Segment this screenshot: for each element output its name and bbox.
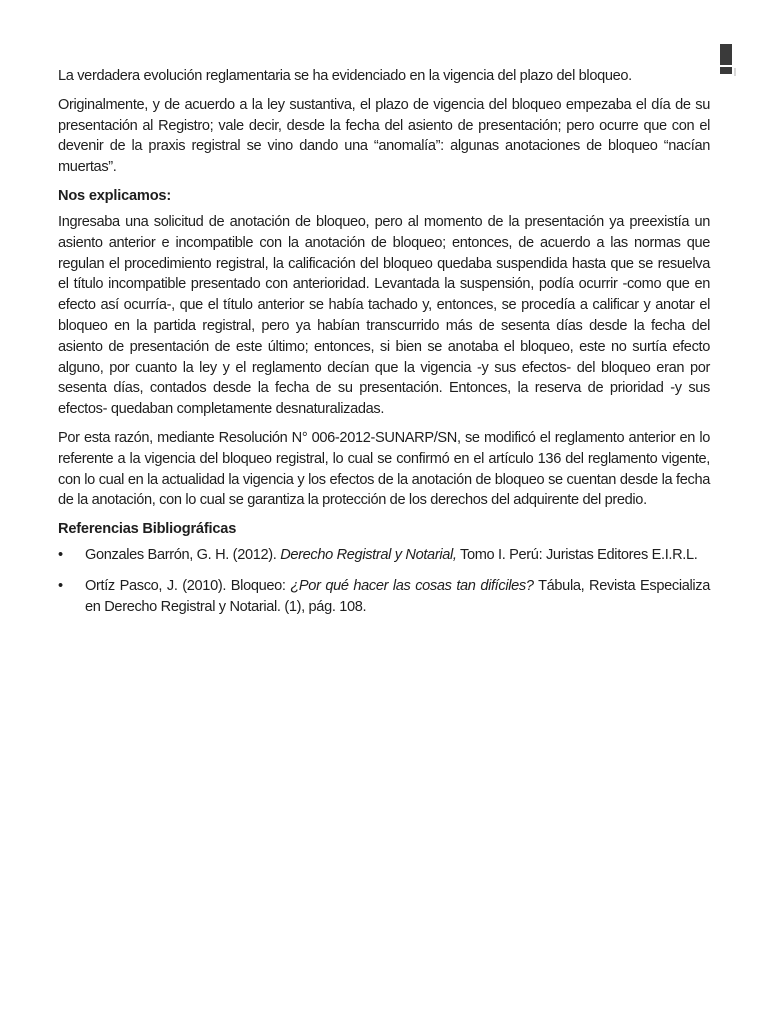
paragraph-explanation: Ingresaba una solicitud de anotación de bloqueo, pero al momento de la presentación ya preexistía un asiento anterior e incompatible con la anotación de bloqueo; entonces, de acuerdo a las normas que regulan el procedimiento registral, la calificación del bloqueo quedaba suspendida hasta que se resuelva el título incompatible presentado con anterioridad. Levantada la suspensión, podía ocurrir -como que en efecto así ocurría-, que el título anterior se había tachado y, entonces, se procedía a calificar y anotar el bloqueo en la partida registral, pero ya habían transcurrido más de sesenta días desde la fecha del asiento de presentación de este último; entonces, si bien se anotaba el bloqueo, este no surtía efecto alguno, por cuanto la ley y el reglamento decían que la vigencia -y sus efectos- del bloqueo eran por sesenta días, contados desde la fecha de su presentación. Entonces, la reserva de prioridad -y sus efectos- quedaban completamente desnaturalizadas. <box>58 213 710 418</box>
heading-references: Referencias Bibliográficas <box>58 521 237 538</box>
bullet-marker: • <box>58 547 63 564</box>
reference-details: Tábula, Revista Especializa en Derecho Registral y Notarial. (1), pág. 108. <box>85 577 710 615</box>
references-list <box>58 545 710 617</box>
reference-item <box>58 545 710 566</box>
page-edge-tab-shadow <box>734 68 736 76</box>
document-page <box>58 66 710 628</box>
paragraph-original-term: Originalmente, y de acuerdo a la ley sustantiva, el plazo de vigencia del bloqueo empezaba el día de su presentación al Registro; vale decir, desde la fecha del asiento de presentación; pero ocurre que con el devenir de la praxis registral se vino dando una “anomalía”: algunas anotaciones de bloqueo “nacían muertas”. <box>58 96 710 176</box>
heading-explanation: Nos explicamos: <box>58 187 171 204</box>
paragraph-evolution: La verdadera evolución reglamentaria se ha evidenciado en la vigencia del plazo del bloqueo. <box>58 68 632 84</box>
reference-details: Tomo I. Perú: Juristas Editores E.I.R.L. <box>456 547 698 564</box>
reference-item <box>58 576 710 618</box>
reference-author: Gonzales Barrón, G. H. (2012). <box>85 547 281 564</box>
paragraph-resolution: Por esta razón, mediante Resolución N° 006-2012-SUNARP/SN, se modificó el reglamento anterior en lo referente a la vigencia del bloqueo registral, lo cual se confirmó en el artículo 136 del reglamento vigente, con lo cual en la actualidad la vigencia y los efectos de la anotación de bloqueo se cuentan desde la fecha de la anotación, con lo cual se garantiza la protección de los derechos del adquirente del predio. <box>58 429 710 509</box>
page-edge-tab-marker <box>720 44 732 74</box>
reference-author: Ortíz Pasco, J. (2010). Bloqueo: <box>85 577 291 594</box>
reference-title: Derecho Registral y Notarial, <box>280 547 457 564</box>
bullet-marker: • <box>58 577 63 594</box>
reference-title: ¿Por qué hacer las cosas tan difíciles? <box>290 577 534 594</box>
